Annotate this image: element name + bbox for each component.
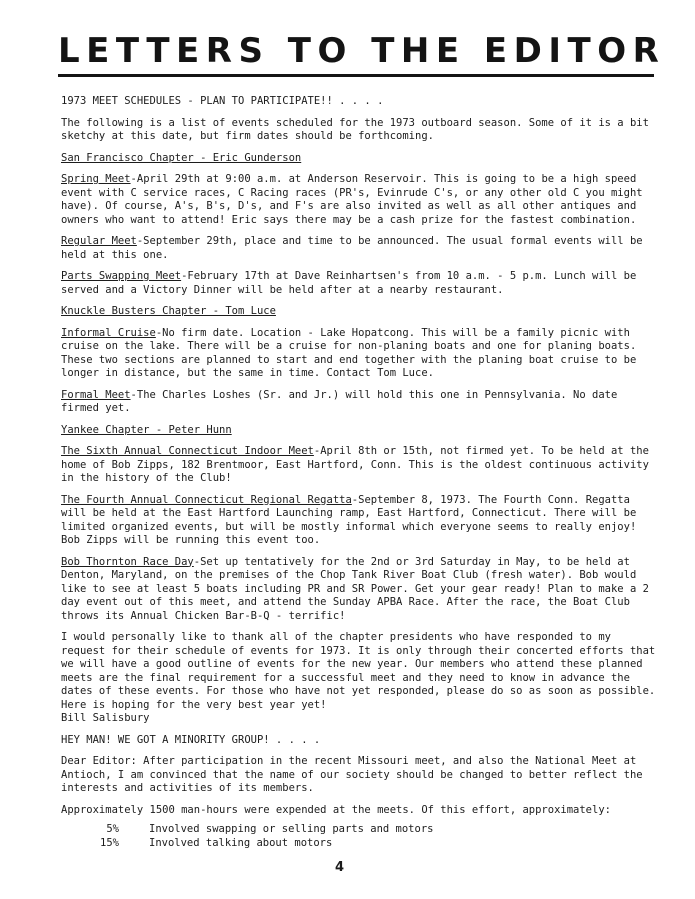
yankee-chapter-heading-text: Yankee Chapter - Peter Hunn xyxy=(61,423,232,436)
letter2-paragraph-2: Approximately 1500 man-hours were expended at the meets. Of this effort, approximately: xyxy=(61,803,611,816)
yankee-regatta xyxy=(61,494,659,548)
yankee-thornton-text: -Set up tentatively for the 2nd or 3rd Saturday in May, to be held at Denton, Maryland, on the premises of the Chop Tank River Boat Club (fresh water). Bob would like to see at least 5 boats including PR and SR Power. Get your gear ready! Plan to make a 2 day event out of this meet, and attend the Sunday APBA Race. After the race, the Boat Club throws its Annual Chicken Bar-B-Q - terrific! xyxy=(61,555,649,622)
yankee-regatta-title: The Fourth Annual Connecticut Regional Regatta xyxy=(61,493,352,506)
kb-informal-cruise-title: Informal Cruise xyxy=(61,326,156,339)
sf-regular-meet-text: -September 29th, place and time to be announced. The usual formal events will be held at this one. xyxy=(61,235,643,261)
effort-list xyxy=(61,823,659,850)
letter2-paragraph-1: Dear Editor: After participation in the recent Missouri meet, and also the National Meet at Antioch, I am convinced that the name of our society should be changed to better reflect the interests and activities of its members. xyxy=(61,755,643,794)
sf-parts-meet-title: Parts Swapping Meet xyxy=(61,270,182,282)
sf-chapter-heading-text: San Francisco Chapter - Eric Gunderson xyxy=(61,151,302,164)
letter2-heading: HEY MAN! WE GOT A MINORITY GROUP! . . . . xyxy=(61,733,321,746)
kb-formal-meet xyxy=(61,389,659,416)
list-item xyxy=(61,837,659,851)
closing-paragraph xyxy=(61,631,659,726)
yankee-indoor-meet-text: -April 8th or 15th, not firmed yet. To be held at the home of Bob Zipps, 182 Brentmoor, East Hartford, Conn. This is the oldest continuous activity in the history of the Club! xyxy=(61,445,649,484)
kb-chapter-heading xyxy=(61,305,659,319)
yankee-regatta-text: -September 8, 1973. The Fourth Conn. Regatta will be held at the East Hartford Launching ramp, East Hartford, Connecticut. There will be limited organized events, but will be mostly informal which everyone seems to really enjoy! Bob Zipps will be running this event too. xyxy=(61,493,637,546)
masthead-title: LETTERS TO THE EDITOR xyxy=(58,31,666,71)
sf-spring-meet-text: -April 29th at 9:00 a.m. at Anderson Reservoir. This is going to be a high speed event with C service races, C Racing races (PR's, Evinrude C's, or any other old C you might have). Of course, A's, B's, D's, and F's are also invited as well as all other antiques and owners who want to attend! Eric says there may be a cash prize for the fastest combination. xyxy=(61,173,643,226)
yankee-thornton-race-day xyxy=(61,556,659,624)
list-item xyxy=(61,823,659,837)
kb-formal-meet-title: Formal Meet xyxy=(61,388,131,401)
closing-signature: Bill Salisbury xyxy=(61,712,150,724)
list-item-percent: 15% xyxy=(100,836,119,849)
list-item-text: Involved swapping or selling parts and motors xyxy=(149,823,434,835)
list-item-text: Involved talking about motors xyxy=(149,836,333,849)
sf-parts-meet xyxy=(61,270,659,297)
sf-regular-meet xyxy=(61,235,659,262)
article-body xyxy=(61,95,659,850)
masthead-rule xyxy=(58,74,654,77)
kb-informal-cruise xyxy=(61,327,659,381)
page-number: 4 xyxy=(335,860,345,875)
sf-parts-meet-text: -February 17th at Dave Reinhartsen's from 10 a.m. - 5 p.m. Lunch will be served and a Victory Dinner will be held after at a nearby restaurant. xyxy=(61,270,637,296)
sf-chapter-heading xyxy=(61,152,659,166)
intro-text: The following is a list of events scheduled for the 1973 outboard season. Some of it is a bit sketchy at this date, but firm dates should be forthcoming. xyxy=(61,116,649,142)
kb-formal-meet-text: -The Charles Loshes (Sr. and Jr.) will hold this one in Pennsylvania. No date firmed yet. xyxy=(61,388,618,414)
kb-informal-cruise-text: -No firm date. Location - Lake Hopatcong. This will be a family picnic with cruise on the lake. There will be a cruise for non-planing boats and one for planing boats. These two sections are planned to start and end together with the planing boat cruise to be longer in distance, but the same in time. Contact Tom Luce. xyxy=(61,326,637,379)
yankee-thornton-title: Bob Thornton Race Day xyxy=(61,555,194,568)
kb-chapter-heading-text: Knuckle Busters Chapter - Tom Luce xyxy=(61,305,276,317)
list-item-percent: 5% xyxy=(106,823,119,835)
sf-spring-meet-title: Spring Meet xyxy=(61,173,131,185)
closing-text: I would personally like to thank all of the chapter presidents who have responded to my request for their schedule of events for 1973. It is only through their concerted efforts that we will have a good outline of events for the new year. Our members who attend these planned meets are the final requirement for a successful meet and they need to know in advance the dates of these events. For those who have not yet responded, please do so as soon as possible. Here is hoping for the very best year yet! xyxy=(61,631,656,711)
yankee-chapter-heading xyxy=(61,424,659,438)
intro-heading: 1973 MEET SCHEDULES - PLAN TO PARTICIPATE!! . . . . xyxy=(61,95,384,107)
yankee-indoor-meet-title: The Sixth Annual Connecticut Indoor Meet xyxy=(61,445,314,457)
sf-spring-meet xyxy=(61,173,659,227)
yankee-indoor-meet xyxy=(61,445,659,486)
sf-regular-meet-title: Regular Meet xyxy=(61,235,137,247)
